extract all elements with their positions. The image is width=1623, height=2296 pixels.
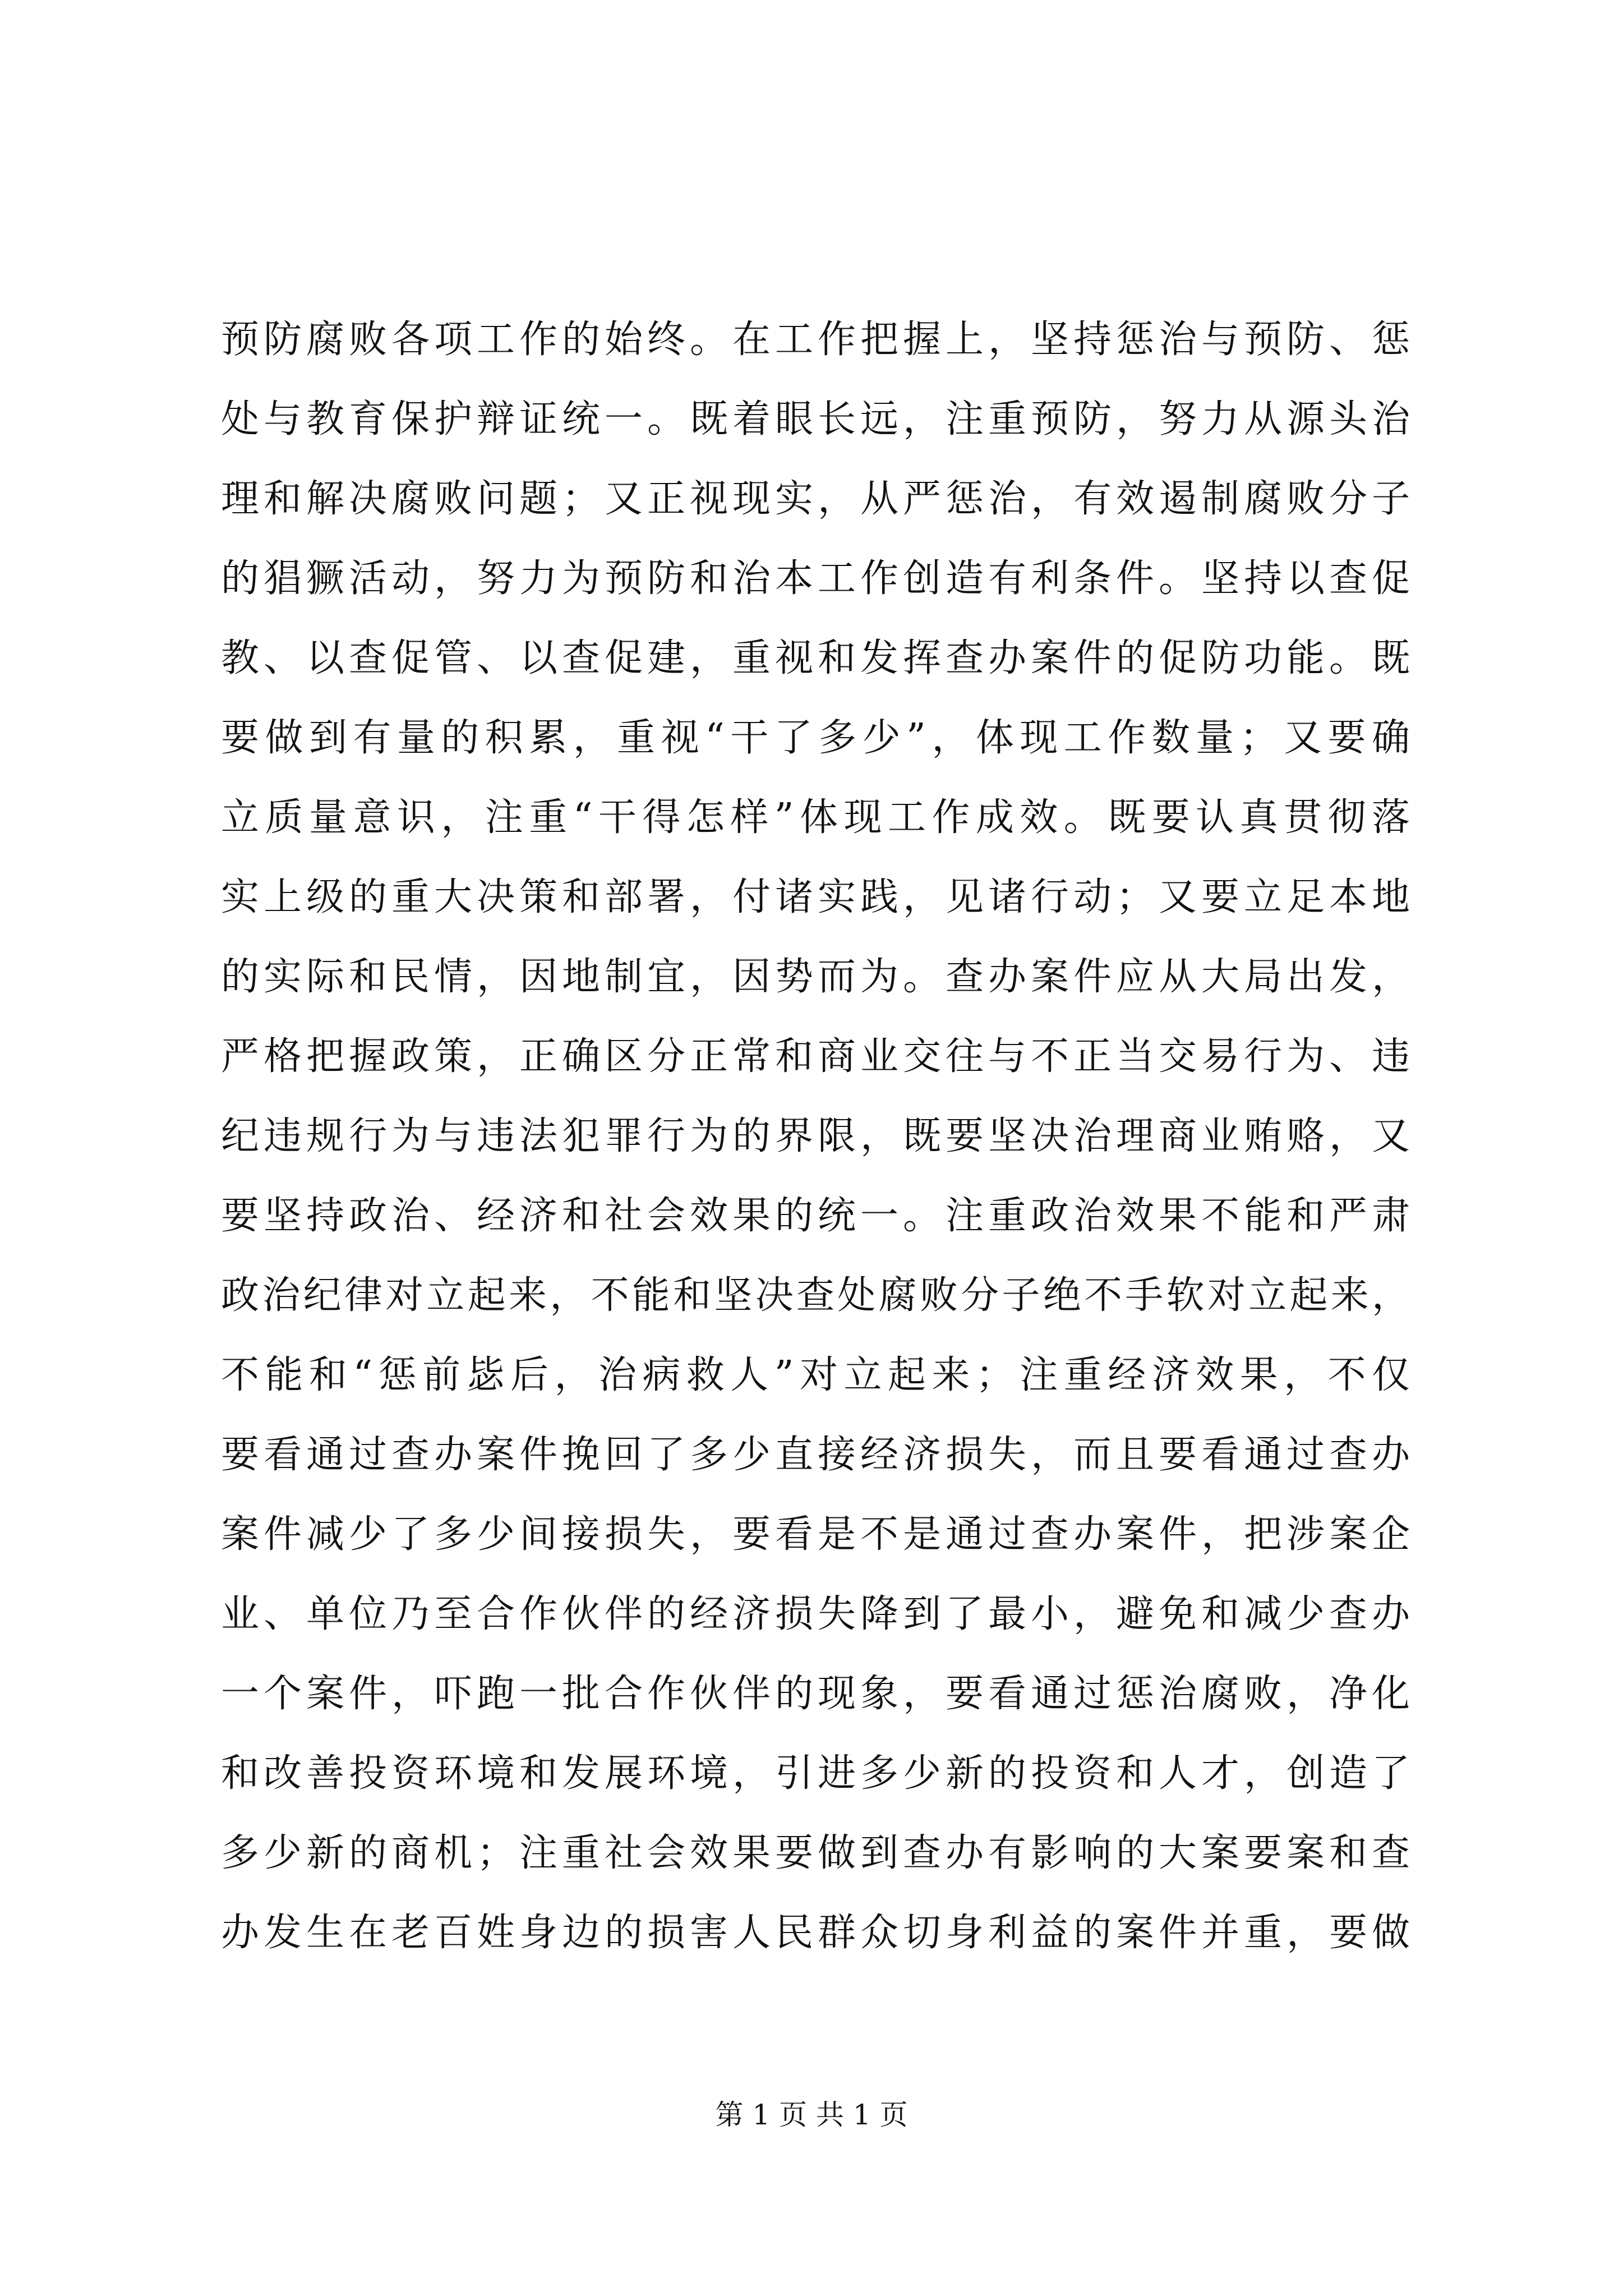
text-line-6: 要做到有量的积累，重视“干了多少”，体现工作数量；又要确 — [221, 716, 1410, 760]
text-line-10: 严格把握政策，正确区分正常和商业交往与不正当交易行为、违 — [221, 1034, 1410, 1079]
text-line-8: 实上级的重大决策和部署，付诸实践，见诸行动；又要立足本地 — [221, 875, 1410, 919]
text-line-7: 立质量意识，注重“干得怎样”体现工作成效。既要认真贯彻落 — [221, 795, 1410, 840]
text-line-15: 要看通过查办案件挽回了多少直接经济损失，而且要看通过查办 — [221, 1433, 1410, 1477]
text-line-9: 的实际和民情，因地制宜，因势而为。查办案件应从大局出发， — [221, 955, 1410, 999]
text-line-1: 预防腐败各项工作的始终。在工作把握上，坚持惩治与预防、惩 — [221, 318, 1410, 362]
text-line-4: 的猖獗活动，努力为预防和治本工作创造有利条件。坚持以查促 — [221, 556, 1410, 601]
text-line-21: 办发生在老百姓身边的损害人民群众切身利益的案件并重，要做 — [221, 1911, 1410, 1955]
text-line-14: 不能和“惩前毖后，治病救人”对立起来；注重经济效果，不仅 — [221, 1353, 1410, 1397]
text-line-13: 政治纪律对立起来，不能和坚决查处腐败分子绝不手软对立起来， — [221, 1273, 1410, 1318]
text-line-20: 多少新的商机；注重社会效果要做到查办有影响的大案要案和查 — [221, 1831, 1410, 1875]
text-line-12: 要坚持政治、经济和社会效果的统一。注重政治效果不能和严肃 — [221, 1194, 1410, 1238]
text-line-2: 处与教育保护辩证统一。既着眼长远，注重预防，努力从源头治 — [221, 397, 1410, 441]
text-line-18: 一个案件，吓跑一批合作伙伴的现象，要看通过惩治腐败，净化 — [221, 1672, 1410, 1716]
page-footer: 第 1 页 共 1 页 — [715, 2099, 908, 2131]
text-line-17: 业、单位乃至合作伙伴的经济损失降到了最小，避免和减少查办 — [221, 1592, 1410, 1636]
text-line-11: 纪违规行为与违法犯罪行为的界限，既要坚决治理商业贿赂，又 — [221, 1114, 1410, 1158]
text-line-3: 理和解决腐败问题；又正视现实，从严惩治，有效遏制腐败分子 — [221, 477, 1410, 521]
text-line-16: 案件减少了多少间接损失，要看是不是通过查办案件，把涉案企 — [221, 1512, 1410, 1557]
text-line-5: 教、以查促管、以查促建，重视和发挥查办案件的促防功能。既 — [221, 636, 1410, 680]
text-line-19: 和改善投资环境和发展环境，引进多少新的投资和人才，创造了 — [221, 1751, 1410, 1796]
body-text — [221, 300, 1410, 1973]
